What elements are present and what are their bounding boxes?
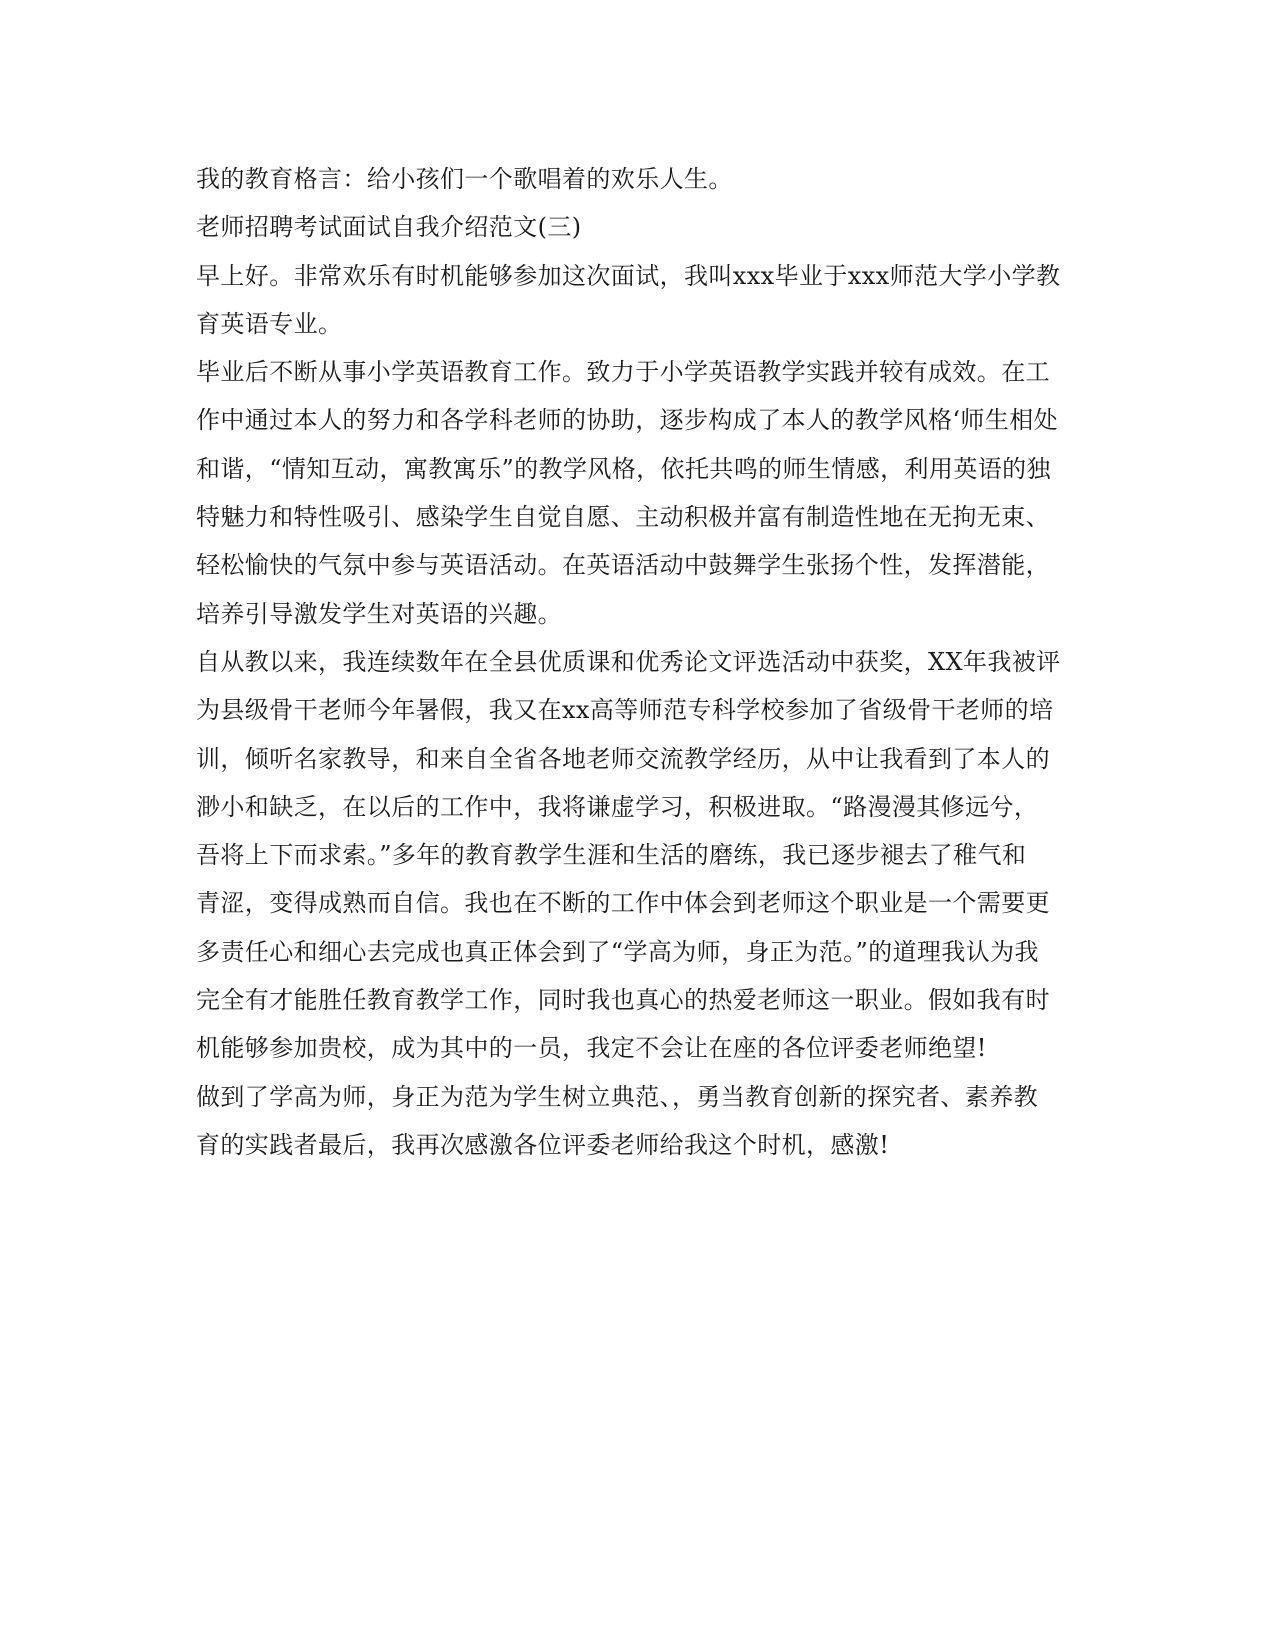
text-line: 我的教育格言：给小孩们一个歌唱着的欢乐人生。	[196, 165, 733, 193]
text-line: 育的实践者最后，我再次感激各位评委老师给我这个时机，感激!	[196, 1130, 890, 1159]
text-line: 作中通过本人的努力和各学科老师的协助，逐步构成了本人的教学风格‘师生相处	[196, 406, 1059, 435]
text-line: 特魅力和特性吸引、感染学生自觉自愿、主动积极并富有制造性地在无拘无束、	[196, 503, 1050, 532]
section-heading: 老师招聘考试面试自我介绍范文(三)	[196, 213, 582, 242]
text-line: 训，倾听名家教导，和来自全省各地老师交流教学经历，从中让我看到了本人的	[196, 744, 1050, 773]
text-line: 机能够参加贵校，成为其中的一员，我定不会让在座的各位评委老师绝望!	[196, 1034, 987, 1063]
text-line: 培养引导激发学生对英语的兴趣。	[196, 599, 562, 628]
text-line: 多责任心和细心去完成也真正体会到了“学高为师，身正为范。”的道理我认为我	[196, 937, 1039, 966]
text-line: 完全有才能胜任教育教学工作，同时我也真心的热爱老师这一职业。假如我有时	[196, 986, 1050, 1015]
text-line: 和谐，“情知互动，寓教寓乐”的教学风格，依托共鸣的师生情感，利用英语的独	[196, 454, 1051, 483]
text-line: 为县级骨干老师今年暑假，我又在xx高等师范专科学校参加了省级骨干老师的培	[196, 696, 1054, 725]
text-line: 轻松愉快的气氛中参与英语活动。在英语活动中鼓舞学生张扬个性，发挥潜能，	[196, 551, 1050, 580]
text-line: 做到了学高为师，身正为范为学生树立典范、，勇当教育创新的探究者、素养教	[196, 1082, 1038, 1111]
document-body	[196, 155, 1076, 1169]
text-line: 渺小和缺乏，在以后的工作中，我将谦虚学习，积极进取。“路漫漫其修远兮，	[196, 792, 1039, 821]
text-line: 毕业后不断从事小学英语教育工作。致力于小学英语教学实践并较有成效。在工	[196, 358, 1050, 387]
text-line: 育英语专业。	[196, 309, 343, 338]
text-line: 自从教以来，我连续数年在全县优质课和优秀论文评选活动中获奖，XX年我被评	[196, 647, 1061, 676]
text-line: 青涩，变得成熟而自信。我也在不断的工作中体会到老师这个职业是一个需要更	[196, 889, 1050, 918]
text-line: 吾将上下而求索。”多年的教育教学生涯和生活的磨练，我已逐步褪去了稚气和	[196, 841, 1027, 870]
text-line: 早上好。非常欢乐有时机能够参加这次面试，我叫xxx毕业于xxx师范大学小学教	[196, 261, 1061, 290]
